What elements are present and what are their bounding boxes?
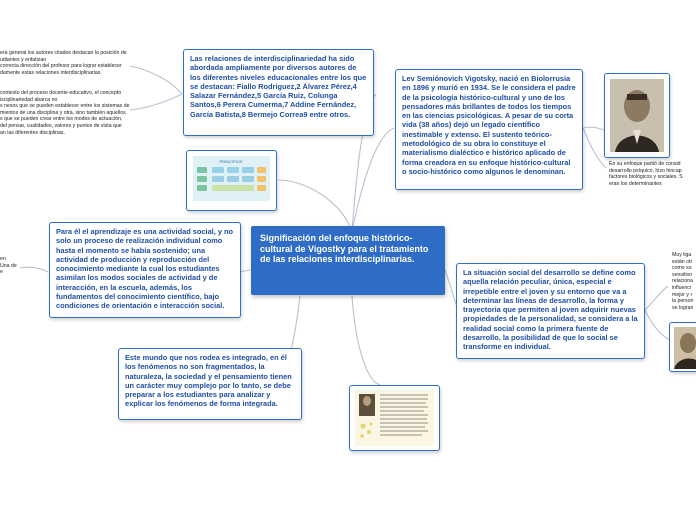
principios-slide-title: PRINCIPIOS — [219, 159, 243, 164]
left-top-text: era general los autores citados destacan la posición de udiantes y enfatizan correcta dirección del profesor para lograr establecer damente estas relaciones interdisciplinarias. — [0, 50, 127, 76]
principios-slide-image — [187, 151, 276, 210]
node-photo-vigotsky[interactable] — [604, 73, 670, 158]
node-photo-vigotsky-2[interactable] — [669, 322, 696, 372]
link-right-mid-text — [645, 286, 668, 310]
left-bottom-text: en Una de e — [0, 256, 17, 276]
link-right-photo2 — [645, 310, 670, 340]
vigotsky-portrait-image-2 — [670, 323, 696, 371]
right-mid-text: Muy liga están otr como so sensitivo relaciona influenci mejor y r la person se logran — [672, 252, 694, 311]
link-mundo — [289, 296, 300, 352]
link-right-photo — [583, 127, 604, 130]
link-left-bottom — [20, 267, 48, 272]
right-top-text: En su enfoque partió de consid desarrollo psíquico, hizo hincap factores biológicos y sociales. S eran los determinantes — [609, 161, 683, 187]
link-image-doc — [352, 296, 380, 385]
link-right-top-text — [583, 128, 606, 168]
link-vigotsky — [352, 128, 394, 231]
node-situacion-social-desarrollo[interactable]: La situación social del desarrollo se define como aquella relación peculiar, única, especial e irrepetible entre el joven y su entorno que va a determinar las líneas de desarrollo, la forma y trayectoria que permiten al joven adquirir nuevas propiedades de la personalidad, se considera a la realidad social como la primera fuente de desarrollo, la posibilidad de que lo social se transforme en individual. — [456, 263, 645, 359]
link-image-slide — [278, 180, 352, 231]
node-relaciones-interdisciplinariedad[interactable]: Las relaciones de interdisciplinariedad ha sido abordada ampliamente por diversos autores de los diferentes niveles educacionales entre los que se destacan: Fiallo Rodríguez,2 Álvarez Pérez,4 Salazar Fernández,5 García Ruiz, Colunga Santos,6 Perera Cumerma,7 Addine Fernández, García Batista,8 Bermejo Correa9 entre otros. — [183, 49, 374, 136]
node-aprendizaje-social[interactable]: Para él el aprendizaje es una actividad social, y no solo un proceso de realización individual como hasta el momento se había sostenido; una actividad de producción y reproducción del conocimiento mediante la cual los estudiantes asimilan los modos sociales de actividad y de interacción, en la escuela, además, los fundamentos del conocimiento científico, bajo condiciones de orientación e interacción social. — [49, 222, 241, 318]
documento-vigotsky-image — [350, 386, 439, 450]
node-image-documento[interactable] — [349, 385, 440, 451]
vigotsky-portrait-image — [605, 74, 669, 157]
central-topic[interactable]: Significación del enfoque histórico-cultural de Vigostky para el tratamiento de las relaciones interdisciplinarias. — [251, 226, 445, 295]
node-image-principios[interactable] — [186, 150, 277, 211]
node-mundo-integrado[interactable]: Este mundo que nos rodea es integrado, en él los fenómenos no son fragmentados, la naturaleza, la sociedad y el pensamiento tienen un carácter muy complejo por lo tanto, se debe preparar a los estudiantes para analizar y explicar los fenómenos de forma integrada. — [118, 348, 302, 420]
node-vigotsky-biografia[interactable]: Lev Semiónovich Vigotsky, nació en Biolorrusia en 1896 y murió en 1934. Se le considera el padre de la psicología histórico-cultural y uno de los pensadores más brillantes de todos los tiempos en las ciencias psicológicas. A pesar de su corta vida (38 años) dejó un legado científico inestimable y extenso. El sustento teórico-metodológico de su obra lo constituye el materialismo dialéctico e histórico aplicado de forma creadora en su enfoque histórico-cultural o socio-histórico como algunos le denominan. — [395, 69, 583, 190]
left-mid-text: contexto del proceso docente-educativo, el concepto isciplinariedad abarca no s nexos que se pueden establecer entre los sistemas de mientos de una disciplina y otra, sino también aquellos s que se pueden crear entre los modos de actuación, del pensar, cualidades, valores y puntos de vista que an las diferentes disciplinas. — [0, 90, 130, 136]
